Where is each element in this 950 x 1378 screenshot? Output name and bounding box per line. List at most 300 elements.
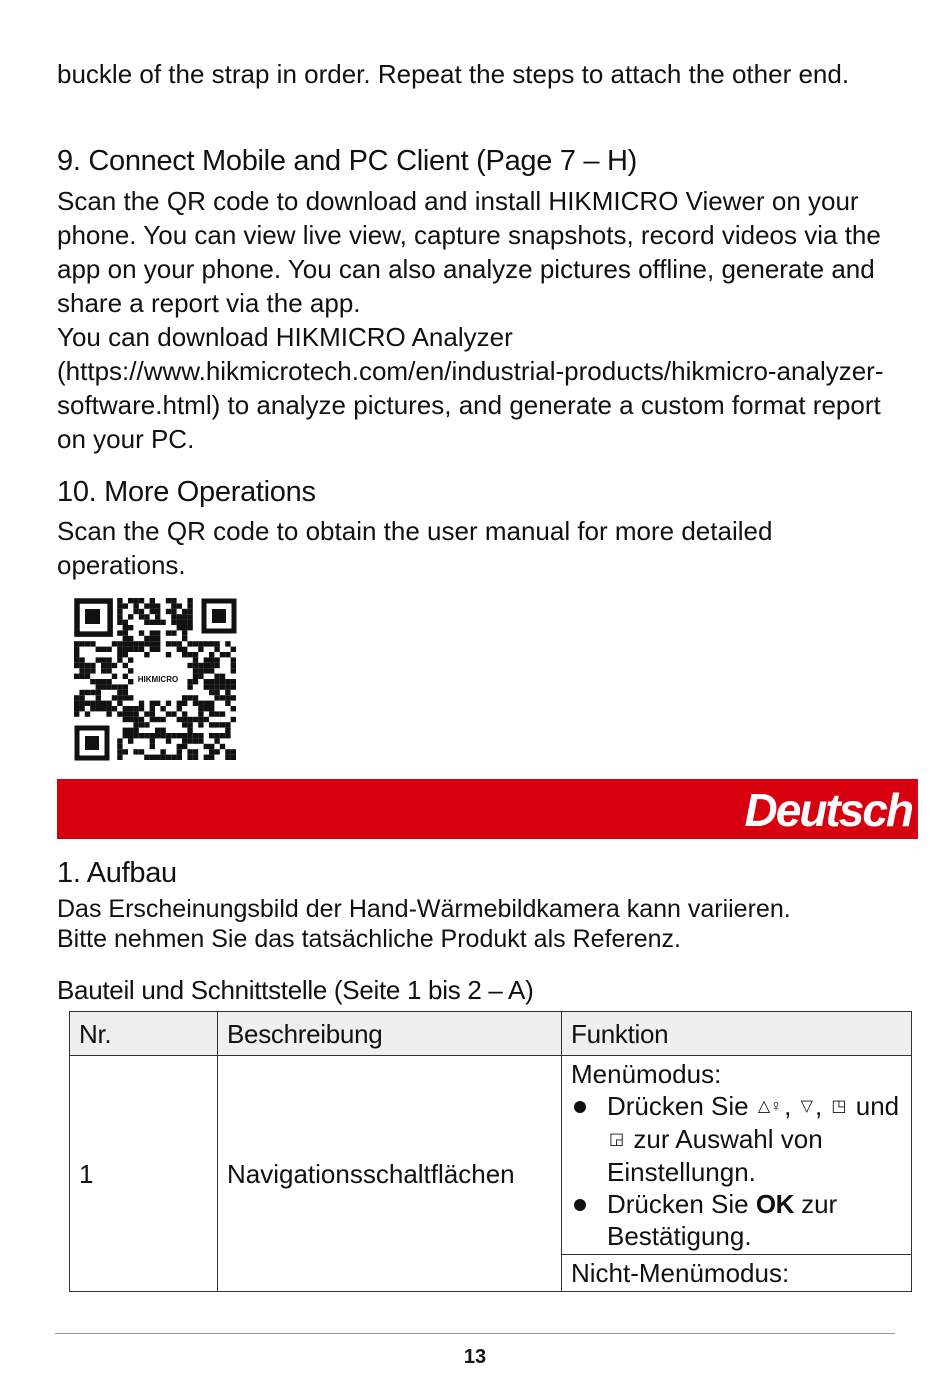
qr-module xyxy=(209,733,214,738)
qr-module xyxy=(150,744,155,749)
qr-module xyxy=(155,630,160,635)
qr-module xyxy=(220,684,225,689)
qr-module xyxy=(139,647,144,652)
qr-module xyxy=(160,706,165,711)
qr-module xyxy=(171,755,176,760)
qr-module xyxy=(231,749,236,754)
section-aufbau-line-1: Das Erscheinungsbild der Hand-Wärmebildkamera kann variieren. xyxy=(57,895,791,923)
qr-module xyxy=(177,733,182,738)
qr-module xyxy=(193,668,198,673)
qr-module xyxy=(193,733,198,738)
qr-module xyxy=(139,641,144,646)
qr-module xyxy=(160,755,165,760)
qr-module xyxy=(150,701,155,706)
qr-module xyxy=(209,663,214,668)
qr-module xyxy=(112,641,117,646)
qr-module xyxy=(160,728,165,733)
qr-module xyxy=(101,647,106,652)
qr-module xyxy=(117,701,122,706)
qr-module xyxy=(177,647,182,652)
qr-module xyxy=(117,744,122,749)
table-row xyxy=(70,1056,912,1255)
qr-module xyxy=(90,701,95,706)
qr-module xyxy=(79,641,84,646)
qr-module xyxy=(231,755,236,760)
qr-module xyxy=(155,636,160,641)
qr-module xyxy=(214,641,219,646)
qr-module xyxy=(187,733,192,738)
qr-module xyxy=(133,733,138,738)
qr-module xyxy=(214,695,219,700)
qr-module xyxy=(74,674,79,679)
qr-module xyxy=(166,733,171,738)
qr-module xyxy=(123,717,128,722)
qr-module xyxy=(128,668,133,673)
qr-module xyxy=(123,630,128,635)
qr-module xyxy=(133,641,138,646)
qr-module xyxy=(139,749,144,754)
qr-module xyxy=(155,701,160,706)
qr-module xyxy=(209,668,214,673)
qr-module xyxy=(166,630,171,635)
qr-module xyxy=(198,701,203,706)
qr-module xyxy=(177,755,182,760)
qr-module xyxy=(187,598,192,603)
qr-module xyxy=(209,706,214,711)
section-aufbau-line-2: Bitte nehmen Sie das tatsächliche Produkt als Referenz. xyxy=(57,925,681,953)
qr-module xyxy=(128,711,133,716)
qr-module xyxy=(123,733,128,738)
qr-module xyxy=(106,679,111,684)
qr-module xyxy=(182,652,187,657)
qr-module xyxy=(209,711,214,716)
section-9-heading: 9. Connect Mobile and PC Client (Page 7 – H) xyxy=(57,145,637,177)
qr-module xyxy=(74,652,79,657)
qr-module xyxy=(144,603,149,608)
qr-module xyxy=(150,755,155,760)
qr-module xyxy=(171,711,176,716)
header-function: Funktion xyxy=(562,1012,912,1056)
qr-module xyxy=(123,636,128,641)
qr-module xyxy=(209,652,214,657)
qr-module xyxy=(155,641,160,646)
qr-module xyxy=(79,668,84,673)
qr-module xyxy=(209,701,214,706)
qr-module xyxy=(101,668,106,673)
qr-module xyxy=(214,663,219,668)
qr-module xyxy=(177,706,182,711)
qr-module xyxy=(177,717,182,722)
qr-module xyxy=(128,728,133,733)
qr-module xyxy=(79,663,84,668)
qr-module xyxy=(187,609,192,614)
qr-module xyxy=(225,733,230,738)
qr-module xyxy=(166,641,171,646)
qr-module xyxy=(193,738,198,743)
qr-module xyxy=(117,630,122,635)
qr-module xyxy=(155,620,160,625)
qr-module xyxy=(117,620,122,625)
qr-module xyxy=(171,630,176,635)
qr-module xyxy=(160,620,165,625)
qr-module xyxy=(198,733,203,738)
qr-module xyxy=(187,749,192,754)
qr-module xyxy=(155,717,160,722)
qr-module xyxy=(177,749,182,754)
qr-module xyxy=(182,625,187,630)
qr-module xyxy=(220,652,225,657)
qr-module xyxy=(209,749,214,754)
page-number: 13 xyxy=(463,1346,487,1368)
qr-module xyxy=(182,630,187,635)
qr-module xyxy=(90,668,95,673)
qr-module xyxy=(112,684,117,689)
qr-module xyxy=(225,755,230,760)
qr-module xyxy=(128,614,133,619)
qr-module xyxy=(117,614,122,619)
qr-module xyxy=(128,733,133,738)
qr-module xyxy=(177,641,182,646)
qr-module xyxy=(177,744,182,749)
qr-module xyxy=(214,647,219,652)
qr-module xyxy=(106,668,111,673)
qr-module xyxy=(214,684,219,689)
qr-module xyxy=(198,668,203,673)
qr-module xyxy=(90,663,95,668)
qr-module xyxy=(133,711,138,716)
qr-module xyxy=(187,641,192,646)
qr-module xyxy=(133,603,138,608)
qr-module xyxy=(204,679,209,684)
qr-module xyxy=(187,625,192,630)
qr-module xyxy=(166,701,171,706)
qr-module xyxy=(128,706,133,711)
qr-module xyxy=(182,733,187,738)
qr-module xyxy=(123,620,128,625)
qr-module xyxy=(85,690,90,695)
qr-module xyxy=(187,679,192,684)
qr-module xyxy=(220,695,225,700)
qr-module xyxy=(171,620,176,625)
qr-module xyxy=(96,647,101,652)
qr-module xyxy=(90,641,95,646)
ok-key-label: OK xyxy=(755,1189,794,1219)
qr-module xyxy=(155,755,160,760)
qr-module xyxy=(231,663,236,668)
qr-module xyxy=(96,701,101,706)
qr-module xyxy=(198,717,203,722)
cell-nr: 1 xyxy=(70,1056,218,1292)
qr-module xyxy=(204,668,209,673)
qr-module xyxy=(128,625,133,630)
qr-module xyxy=(117,684,122,689)
cell-function-nonmenu: Nicht-Menümodus: xyxy=(562,1255,912,1292)
qr-module xyxy=(133,722,138,727)
qr-module xyxy=(214,722,219,727)
qr-module xyxy=(225,695,230,700)
qr-module xyxy=(150,630,155,635)
qr-module xyxy=(214,690,219,695)
qr-module xyxy=(74,657,79,662)
qr-module xyxy=(128,641,133,646)
qr-module xyxy=(117,647,122,652)
qr-module xyxy=(193,749,198,754)
qr-module xyxy=(209,744,214,749)
qr-module xyxy=(85,701,90,706)
qr-module xyxy=(155,647,160,652)
qr-module xyxy=(214,679,219,684)
qr-module xyxy=(123,663,128,668)
qr-module xyxy=(74,663,79,668)
qr-module xyxy=(177,603,182,608)
qr-module xyxy=(106,663,111,668)
qr-module xyxy=(214,733,219,738)
qr-module xyxy=(106,711,111,716)
qr-module xyxy=(150,738,155,743)
menu-mode-label: Menümodus: xyxy=(571,1059,722,1089)
qr-module xyxy=(123,711,128,716)
qr-module xyxy=(85,674,90,679)
qr-module xyxy=(209,722,214,727)
qr-module xyxy=(85,663,90,668)
qr-module xyxy=(182,722,187,727)
qr-module xyxy=(160,717,165,722)
qr-module xyxy=(225,652,230,657)
qr-module xyxy=(123,603,128,608)
qr-module xyxy=(220,744,225,749)
cell-function-menu xyxy=(562,1056,912,1255)
parts-table xyxy=(69,1011,912,1292)
qr-module xyxy=(90,706,95,711)
qr-module xyxy=(133,728,138,733)
qr-module xyxy=(198,674,203,679)
qr-module xyxy=(150,609,155,614)
bullet-item-select: Drücken Sie △♀, ▽, ◳ und ◲ zur Auswahl von Einstellungn. xyxy=(571,1090,902,1188)
qr-module xyxy=(144,733,149,738)
qr-module xyxy=(117,755,122,760)
section-aufbau-body xyxy=(57,894,907,954)
qr-module xyxy=(133,647,138,652)
qr-module xyxy=(123,695,128,700)
header-nr: Nr. xyxy=(70,1012,218,1056)
qr-module xyxy=(133,717,138,722)
qr-module xyxy=(204,641,209,646)
qr-module xyxy=(193,755,198,760)
qr-module xyxy=(139,701,144,706)
qr-module xyxy=(204,684,209,689)
qr-module xyxy=(101,701,106,706)
qr-module xyxy=(182,614,187,619)
qr-module xyxy=(193,695,198,700)
function-bullet-list xyxy=(571,1090,902,1252)
qr-module xyxy=(155,603,160,608)
qr-module xyxy=(220,733,225,738)
qr-module xyxy=(182,636,187,641)
qr-module xyxy=(209,755,214,760)
qr-module xyxy=(193,657,198,662)
qr-module xyxy=(231,647,236,652)
qr-module xyxy=(150,636,155,641)
section-10-heading: 10. More Operations xyxy=(57,476,316,508)
qr-module xyxy=(155,728,160,733)
language-label: Deutsch xyxy=(744,784,912,836)
qr-module xyxy=(106,657,111,662)
qr-module xyxy=(231,657,236,662)
qr-module xyxy=(231,695,236,700)
section-9-paragraph-2: You can download HIKMICRO Analyzer (https://www.hikmicrotech.com/en/industrial-products/hikmicro-analyzer-software.html) to analyze pictures, and generate a custom format report on your PC. xyxy=(57,322,884,454)
qr-module xyxy=(150,711,155,716)
qr-module xyxy=(171,609,176,614)
qr-module xyxy=(74,711,79,716)
footer-divider xyxy=(55,1333,895,1334)
qr-module xyxy=(112,674,117,679)
qr-module xyxy=(198,647,203,652)
qr-module xyxy=(198,663,203,668)
qr-module xyxy=(128,717,133,722)
qr-module xyxy=(144,636,149,641)
section-9-body xyxy=(57,184,907,456)
table-header-row xyxy=(70,1012,912,1056)
qr-module xyxy=(79,701,84,706)
qr-module xyxy=(193,663,198,668)
qr-module xyxy=(225,749,230,754)
qr-module xyxy=(171,733,176,738)
qr-module xyxy=(171,598,176,603)
qr-module xyxy=(231,717,236,722)
qr-module xyxy=(96,706,101,711)
qr-module xyxy=(117,641,122,646)
qr-module xyxy=(187,620,192,625)
qr-module xyxy=(155,614,160,619)
qr-module xyxy=(79,690,84,695)
qr-module xyxy=(214,738,219,743)
qr-module xyxy=(187,717,192,722)
qr-module xyxy=(133,609,138,614)
qr-module xyxy=(96,695,101,700)
qr-module xyxy=(182,738,187,743)
qr-module xyxy=(133,598,138,603)
qr-module xyxy=(128,679,133,684)
qr-module xyxy=(150,706,155,711)
qr-module xyxy=(117,738,122,743)
qr-module xyxy=(171,603,176,608)
qr-module xyxy=(177,614,182,619)
qr-module xyxy=(231,684,236,689)
qr-module xyxy=(117,603,122,608)
qr-module xyxy=(187,652,192,657)
qr-module xyxy=(182,744,187,749)
qr-module xyxy=(85,641,90,646)
qr-module xyxy=(117,598,122,603)
qr-logo-text: HIKMICRO xyxy=(137,675,179,684)
qr-module xyxy=(139,630,144,635)
qr-module xyxy=(117,711,122,716)
section-10-paragraph: Scan the QR code to obtain the user manual for more detailed operations. xyxy=(57,516,773,580)
qr-module xyxy=(123,749,128,754)
qr-module xyxy=(193,701,198,706)
header-description: Beschreibung xyxy=(218,1012,562,1056)
table-title: Bauteil und Schnittstelle (Seite 1 bis 2 – A) xyxy=(57,975,534,1005)
qr-module xyxy=(231,706,236,711)
qr-module xyxy=(144,755,149,760)
qr-module xyxy=(225,690,230,695)
qr-module xyxy=(187,603,192,608)
qr-module xyxy=(117,609,122,614)
qr-module xyxy=(220,674,225,679)
qr-module xyxy=(144,652,149,657)
qr-module xyxy=(117,652,122,657)
qr-module xyxy=(182,717,187,722)
qr-module xyxy=(220,679,225,684)
qr-module xyxy=(128,657,133,662)
qr-module xyxy=(182,695,187,700)
qr-module xyxy=(139,706,144,711)
qr-module xyxy=(225,684,230,689)
qr-module xyxy=(90,690,95,695)
qr-module xyxy=(182,620,187,625)
qr-module xyxy=(128,738,133,743)
qr-module xyxy=(133,749,138,754)
qr-module xyxy=(139,598,144,603)
qr-module xyxy=(231,668,236,673)
left-image-icon: ◳ xyxy=(831,1098,847,1115)
qr-module xyxy=(150,733,155,738)
qr-module xyxy=(209,690,214,695)
qr-module xyxy=(155,733,160,738)
section-9-paragraph-1: Scan the QR code to download and install HIKMICRO Viewer on your phone. You can view live view, capture snapshots, record videos via the app on your phone. You can also analyze pictures offline, generate and share a report via the app. xyxy=(57,186,881,318)
qr-module xyxy=(160,733,165,738)
qr-module xyxy=(106,684,111,689)
qr-module xyxy=(182,701,187,706)
qr-module xyxy=(198,711,203,716)
qr-module xyxy=(128,647,133,652)
qr-module xyxy=(166,609,171,614)
qr-module xyxy=(193,717,198,722)
qr-module xyxy=(123,728,128,733)
qr-module xyxy=(79,706,84,711)
qr-module xyxy=(204,755,209,760)
qr-module xyxy=(225,641,230,646)
bullet-item-confirm: Drücken Sie OK zur Bestätigung. xyxy=(571,1188,902,1252)
qr-module xyxy=(74,647,79,652)
qr-module xyxy=(187,663,192,668)
qr-module xyxy=(225,701,230,706)
up-laser-icon: △♀ xyxy=(757,1098,783,1115)
qr-module xyxy=(139,609,144,614)
qr-module xyxy=(177,620,182,625)
qr-module xyxy=(150,717,155,722)
down-icon: ▽ xyxy=(800,1098,813,1115)
qr-module xyxy=(123,684,128,689)
qr-module xyxy=(204,744,209,749)
qr-module xyxy=(198,706,203,711)
qr-module xyxy=(106,701,111,706)
qr-module xyxy=(214,674,219,679)
qr-module xyxy=(144,711,149,716)
qr-module xyxy=(214,711,219,716)
qr-module xyxy=(187,728,192,733)
qr-module xyxy=(74,641,79,646)
qr-module xyxy=(128,695,133,700)
qr-module xyxy=(85,668,90,673)
qr-module xyxy=(225,679,230,684)
qr-module xyxy=(193,674,198,679)
cell-description: Navigationsschaltflächen xyxy=(218,1056,562,1292)
qr-module xyxy=(150,641,155,646)
qr-module xyxy=(204,657,209,662)
qr-module xyxy=(150,620,155,625)
qr-module xyxy=(106,706,111,711)
